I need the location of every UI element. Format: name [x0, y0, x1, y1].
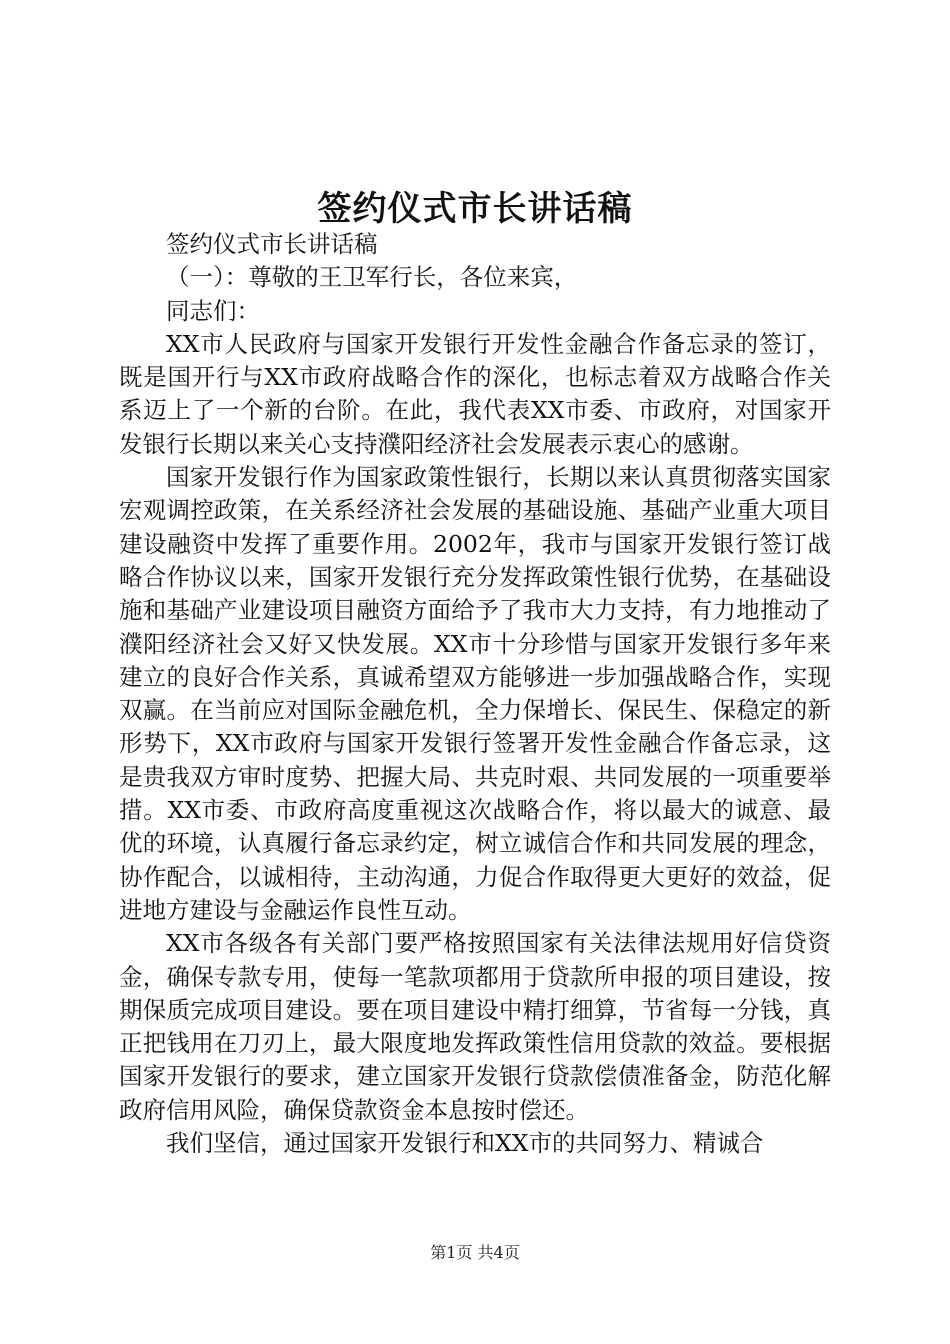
paragraph-body: 我们坚信，通过国家开发银行和XX市的共同努力、精诚合 [166, 1129, 764, 1158]
paragraph-salutation: （一）：尊敬的王卫军行长，各位来宾， [166, 263, 578, 292]
document-body [119, 228, 831, 1160]
paragraph-salutation-cont: 同志们： [166, 296, 260, 325]
paragraph-subtitle: 签约仪式市长讲话稿 [166, 230, 378, 258]
paragraph-body: XX市各级各有关部门要严格按照国家有关法律法规用好信贷资金，确保专款专用，使每一笔款项都用于贷款所申报的项目建设，按期保质完成项目建设。要在项目建设中精打细算，节省每一分钱，真正把钱用在刀刃上，最大限度地发挥政策性信用贷款的效益。要根据国家开发银行的要求，建立国家开发银行贷款偿债准备金，防范化解政府信用风险，确保贷款资金本息按时偿还。 [119, 929, 831, 1124]
paragraph-body: XX市人民政府与国家开发银行开发性金融合作备忘录的签订，既是国开行与XX市政府战略合作的深化，也标志着双方战略合作关系迈上了一个新的台阶。在此，我代表XX市委、市政府，对国家开发银行长期以来关心支持濮阳经济社会发展表示衷心的感谢。 [119, 329, 831, 458]
paragraph-body: 国家开发银行作为国家政策性银行，长期以来认真贯彻落实国家宏观调控政策，在关系经济社会发展的基础设施、基础产业重大项目建设融资中发挥了重要作用。2002年，我市与国家开发银行签订战略合作协议以来，国家开发银行充分发挥政策性银行优势，在基础设施和基础产业建设项目融资方面给予了我市大力支持，有力地推动了濮阳经济社会又好又快发展。XX市十分珍惜与国家开发银行多年来建立的良好合作关系，真诚希望双方能够进一步加强战略合作，实现双赢。在当前应对国际金融危机，全力保增长、保民生、保稳定的新形势下，XX市政府与国家开发银行签署开发性金融合作备忘录，这是贵我双方审时度势、把握大局、共克时艰、共同发展的一项重要举措。XX市委、市政府高度重视这次战略合作，将以最大的诚意、最优的环境，认真履行备忘录约定，树立诚信合作和共同发展的理念，协作配合，以诚相待，主动沟通，力促合作取得更大更好的效益，促进地方建设与金融运作良性互动。 [119, 463, 831, 924]
page-number-footer: 第1页 共4页 [430, 1243, 520, 1262]
document-title: 签约仪式市长讲话稿 [317, 189, 633, 229]
